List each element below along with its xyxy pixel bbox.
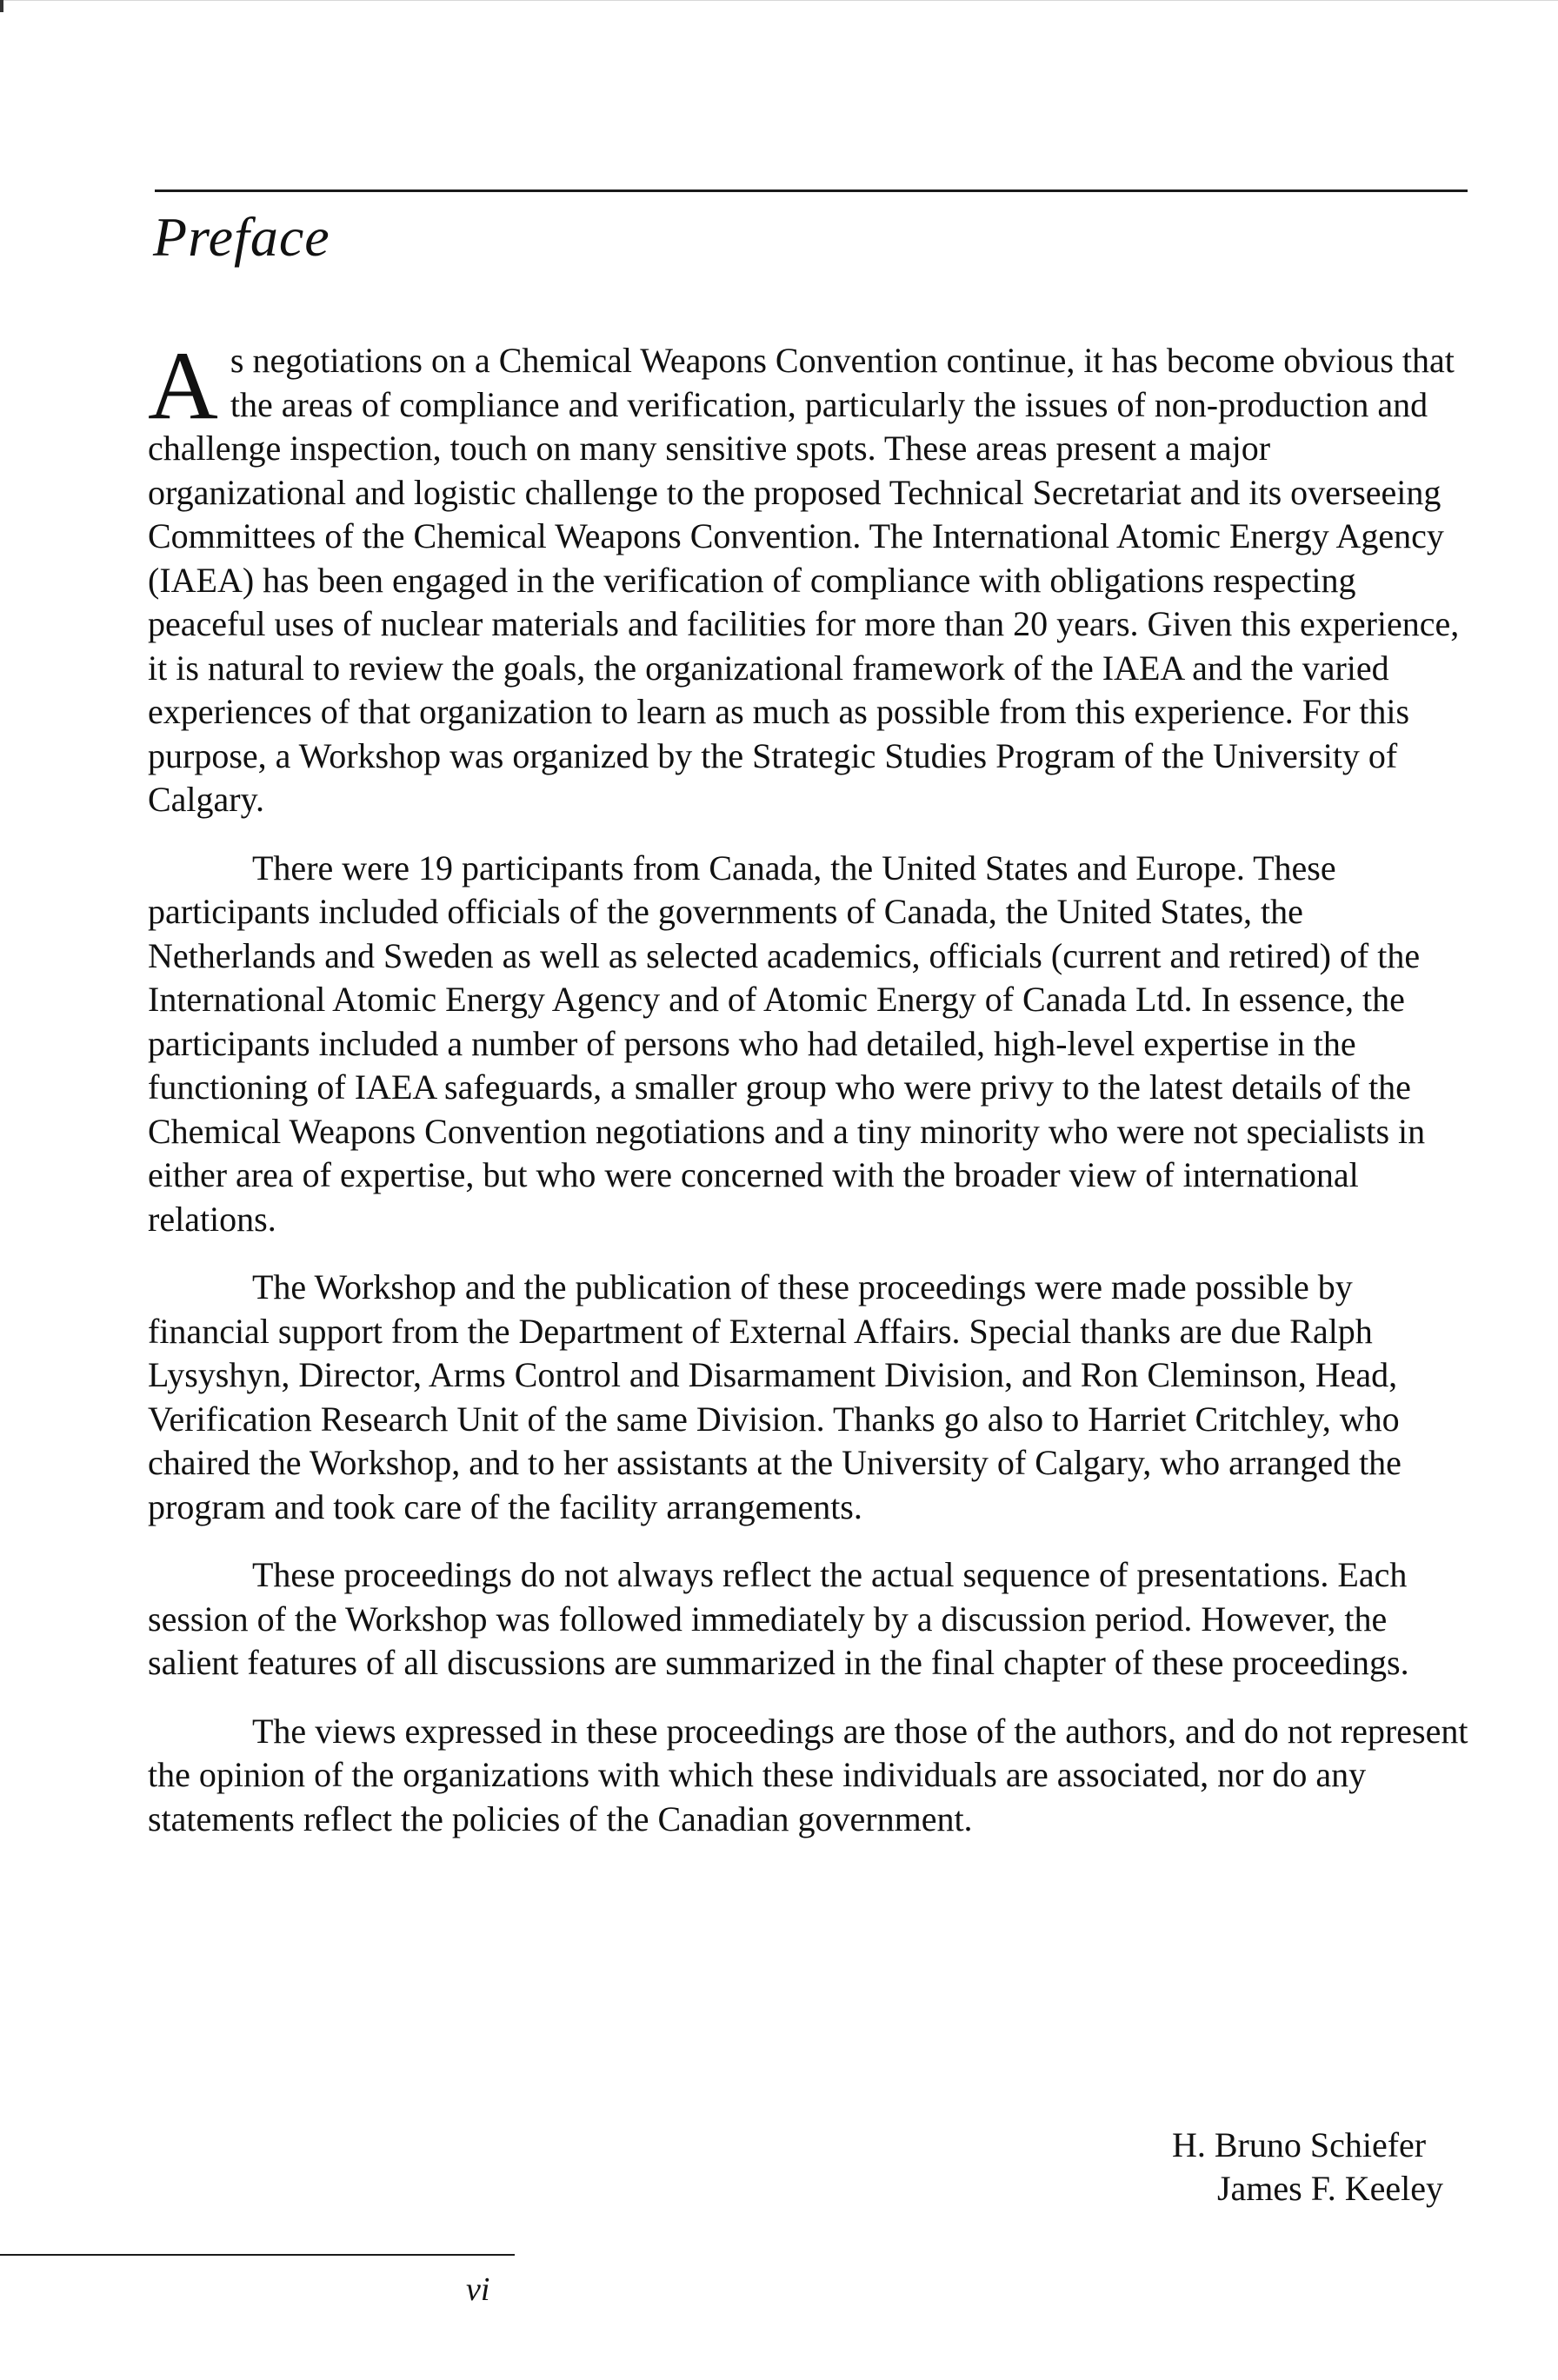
drop-cap: A [148, 332, 218, 440]
paragraph-1-text: s negotiations on a Chemical Weapons Convention continue, it has become obvious that the areas of compliance and verification, particularly the issues of non-production and challenge inspection, touch on many sensitive spots. These areas present a major organizational and logistic challenge to the proposed Technical Secretariat and its overseeing Committees of the Chemical Weapons Convention. The International Atomic Energy Agency (IAEA) has been engaged in the verification of compliance with obligations respecting peaceful uses of nuclear materials and facilities for more than 20 years. Given this experience, it is natural to review the goals, the organizational framework of the IAEA and the varied experiences of that organization to learn as much as possible from this experience. For this purpose, a Workshop was organized by the Strategic Studies Program of the University of Calgary. [148, 341, 1460, 819]
footer-rule [0, 2254, 515, 2256]
paragraph-4: These proceedings do not always reflect the actual sequence of presentations. Each session of the Workshop was followed immediately by a discussion period. However, the salient features of all discussions are summarized in the final chapter of these proceedings. [148, 1555, 1409, 1682]
scan-corner-mark [0, 0, 3, 12]
preface-body [148, 332, 1469, 1865]
paragraph-3: The Workshop and the publication of these proceedings were made possible by financial support from the Department of External Affairs. Special thanks are due Ralph Lysyshyn, Director, Arms Control and Disarmament Division, and Ron Cleminson, Head, Verification Research Unit of the same Division. Thanks go also to Harriet Critchley, who chaired the Workshop, and to her assistants at the University of Calgary, who arranged the program and took care of the facility arrangements. [148, 1267, 1402, 1526]
author-signature-1: H. Bruno Schiefer [1171, 2125, 1427, 2164]
signature-block [1172, 2124, 1443, 2210]
scan-top-edge [0, 0, 1558, 1]
paragraph-5: The views expressed in these proceedings are those of the authors, and do not represent the opinion of the organizations with which these individuals are associated, nor do any statements reflect the policies of the Canadian government. [148, 1711, 1468, 1838]
top-rule [155, 189, 1468, 192]
page-number: vi [466, 2271, 490, 2308]
page-title: Preface [153, 206, 330, 268]
paragraph-1 [148, 332, 1469, 822]
author-signature-2: James F. Keeley [1216, 2169, 1443, 2208]
paragraph-2: There were 19 participants from Canada, the United States and Europe. These participants included officials of the governments of Canada, the United States, the Netherlands and Sweden as well as selected academics, officials (current and retired) of the International Atomic Energy Agency and of Atomic Energy of Canada Ltd. In essence, the participants included a number of persons who had detailed, high-level expertise in the functioning of IAEA safeguards, a smaller group who were privy to the latest details of the Chemical Weapons Convention negotiations and a tiny minority who were not specialists in either area of expertise, but who were concerned with the broader view of international relations. [148, 848, 1426, 1239]
